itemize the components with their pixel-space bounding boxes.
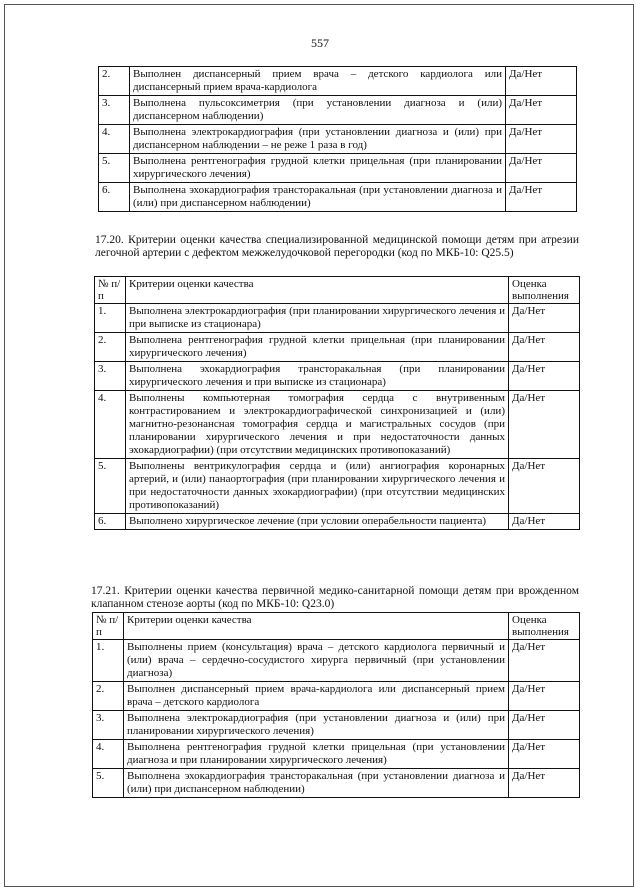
evaluation-value: Да/Нет	[509, 682, 580, 711]
criterion-text: Выполнена рентгенография грудной клетки прицельная (при планировании хирургического лечения)	[126, 333, 509, 362]
table-row	[99, 183, 577, 212]
row-number: 2.	[95, 333, 126, 362]
criterion-text: Выполнена рентгенография грудной клетки прицельная (при планировании хирургического лечения)	[130, 154, 506, 183]
criterion-text: Выполнено хирургическое лечение (при условии операбельности пациента)	[126, 514, 509, 530]
row-number: 3.	[99, 96, 130, 125]
criteria-table-1-body	[99, 67, 577, 212]
criterion-text: Выполнены вентрикулография сердца и (или) ангиография коронарных артерий, и (или) панаортография (при планировании хирургического лечения и при недостаточности данных эхокардиографии) (при отсутствии медицинских противопоказаний)	[126, 459, 509, 514]
table-row	[99, 96, 577, 125]
evaluation-value: Да/Нет	[509, 740, 580, 769]
table-row	[95, 304, 580, 333]
evaluation-value: Да/Нет	[509, 362, 580, 391]
criterion-text: Выполнен диспансерный прием врача-кардиолога или диспансерный прием врача – детского кардиолога	[124, 682, 509, 711]
row-number: 1.	[93, 640, 124, 682]
section-heading-17-20: 17.20. Критерии оценки качества специализированной медицинской помощи детям при атрезии легочной артерии с дефектом межжелудочковой перегородки (код по МКБ-10: Q25.5)	[95, 234, 579, 259]
criterion-text: Выполнена электрокардиография (при планировании хирургического лечения и при выписке из стационара)	[126, 304, 509, 333]
row-number: 6.	[99, 183, 130, 212]
evaluation-value: Да/Нет	[506, 154, 577, 183]
table-row	[93, 640, 580, 682]
evaluation-value: Да/Нет	[506, 125, 577, 154]
row-number: 2.	[93, 682, 124, 711]
criterion-text: Выполнены прием (консультация) врача – детского кардиолога первичный и (или) врача – сердечно-сосудистого хирурга первичный (при установлении диагноза)	[124, 640, 509, 682]
evaluation-value: Да/Нет	[509, 769, 580, 798]
col-num-header: № п/п	[93, 613, 124, 640]
section-heading-17-21: 17.21. Критерии оценки качества первичной медико-санитарной помощи детям при врожденном клапанном стенозе аорты (код по МКБ-10: Q23.0)	[91, 585, 579, 610]
col-criteria-header: Критерии оценки качества	[124, 613, 509, 640]
table-row	[95, 459, 580, 514]
row-number: 5.	[95, 459, 126, 514]
evaluation-value: Да/Нет	[506, 183, 577, 212]
table-row	[95, 362, 580, 391]
criterion-text: Выполнена рентгенография грудной клетки прицельная (при установлении диагноза и при планировании хирургического лечения)	[124, 740, 509, 769]
criterion-text: Выполнена эхокардиография трансторакальная (при установлении диагноза и (или) при диспансерном наблюдении)	[124, 769, 509, 798]
table-row	[95, 333, 580, 362]
table-row	[99, 67, 577, 96]
col-eval-header: Оценка выполнения	[509, 613, 580, 640]
row-number: 6.	[95, 514, 126, 530]
table-row	[93, 711, 580, 740]
criterion-text: Выполнена пульсоксиметрия (при установлении диагноза и (или) диспансерном наблюдении)	[130, 96, 506, 125]
criterion-text: Выполнена эхокардиография трансторакальная (при установлении диагноза и (или) при диспансерном наблюдении)	[130, 183, 506, 212]
table-header-row	[93, 613, 580, 640]
col-criteria-header: Критерии оценки качества	[126, 277, 509, 304]
criterion-text: Выполнены компьютерная томография сердца с внутривенным контрастированием и электрокардиографической синхронизацией и (или) магнитно-резонансная томография сердца и магистральных сосудов (при планировании хирургического лечения и при недостаточности данных эхокардиографии) (при отсутствии медицинских противопоказаний)	[126, 391, 509, 459]
criterion-text: Выполнена эхокардиография трансторакальная (при планировании хирургического лечения и при выписке из стационара)	[126, 362, 509, 391]
table-row	[93, 682, 580, 711]
table-row	[93, 769, 580, 798]
criteria-table-17-21-body	[93, 640, 580, 798]
criteria-table-17-21	[92, 612, 580, 798]
table-row	[95, 514, 580, 530]
row-number: 5.	[99, 154, 130, 183]
criteria-table-1	[98, 66, 577, 212]
evaluation-value: Да/Нет	[506, 96, 577, 125]
row-number: 4.	[99, 125, 130, 154]
criterion-text: Выполнена электрокардиография (при установлении диагноза и (или) при диспансерном наблюдении – не реже 1 раза в год)	[130, 125, 506, 154]
criteria-table-17-20	[94, 276, 580, 530]
table-row	[99, 154, 577, 183]
col-eval-header: Оценка выполнения	[509, 277, 580, 304]
row-number: 3.	[93, 711, 124, 740]
table-row	[99, 125, 577, 154]
criterion-text: Выполнена электрокардиография (при установлении диагноза и (или) при планировании хирургического лечения)	[124, 711, 509, 740]
evaluation-value: Да/Нет	[509, 391, 580, 459]
evaluation-value: Да/Нет	[509, 459, 580, 514]
evaluation-value: Да/Нет	[509, 640, 580, 682]
row-number: 1.	[95, 304, 126, 333]
col-num-header: № п/п	[95, 277, 126, 304]
row-number: 3.	[95, 362, 126, 391]
page-number: 557	[311, 36, 329, 50]
row-number: 5.	[93, 769, 124, 798]
row-number: 4.	[93, 740, 124, 769]
evaluation-value: Да/Нет	[509, 514, 580, 530]
table-row	[95, 391, 580, 459]
row-number: 2.	[99, 67, 130, 96]
evaluation-value: Да/Нет	[509, 304, 580, 333]
evaluation-value: Да/Нет	[506, 67, 577, 96]
table-row	[93, 740, 580, 769]
row-number: 4.	[95, 391, 126, 459]
criterion-text: Выполнен диспансерный прием врача – детского кардиолога или диспансерный прием врача-кардиолога	[130, 67, 506, 96]
criteria-table-17-20-body	[95, 304, 580, 530]
table-header-row	[95, 277, 580, 304]
evaluation-value: Да/Нет	[509, 711, 580, 740]
evaluation-value: Да/Нет	[509, 333, 580, 362]
